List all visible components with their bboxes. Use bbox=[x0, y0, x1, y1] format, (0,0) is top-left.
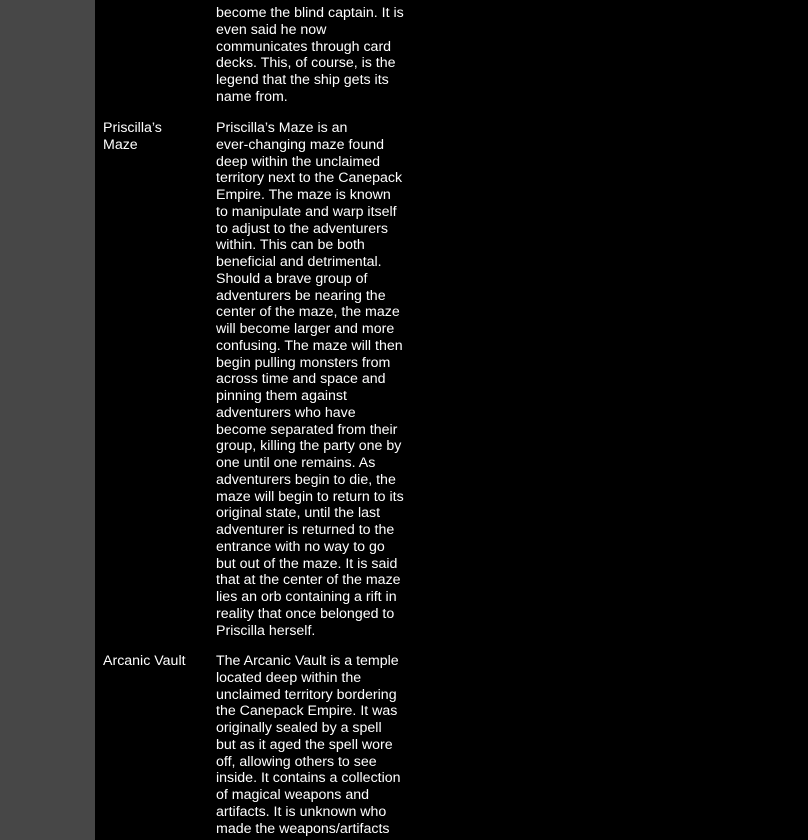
entry-description: The Arcanic Vault is a temple located deep within the unclaimed territory bordering the Canepack Empire. It was originally sealed by a spell but as it aged the spell wore off, allowing others to see inside. It contains a collection of magical weapons and artifacts. It is unknown who made the weapons/artifacts bbox=[216, 653, 401, 837]
entry-description: become the blind captain. It is even said he now communicates through card decks. This, of course, is the legend that the ship gets its name from. bbox=[216, 5, 404, 105]
entry-term: Priscilla’s Maze bbox=[103, 120, 162, 153]
entry-description: Priscilla’s Maze is an ever-changing maze found deep within the unclaimed territory next to the Canepack Empire. The maze is known to manipulate and warp itself to adjust to the adventurers within. This can be both beneficial and detrimental. Should a brave group of adventurers be nearing the center of the maze, the maze will become larger and more confusing. The maze will then begin pulling monsters from across time and space and pinning them against adventurers who have become separated from their group, killing the party one by one until one remains. As adventurers begin to die, the maze will begin to return to its original state, until the last adventurer is returned to the entrance with no way to go but out of the maze. It is said that at the center of the maze lies an orb containing a rift in reality that once belonged to Priscilla herself. bbox=[216, 120, 404, 639]
left-margin-bar bbox=[0, 0, 95, 840]
entry-term: Arcanic Vault bbox=[103, 653, 186, 669]
glossary-content bbox=[95, 0, 808, 840]
